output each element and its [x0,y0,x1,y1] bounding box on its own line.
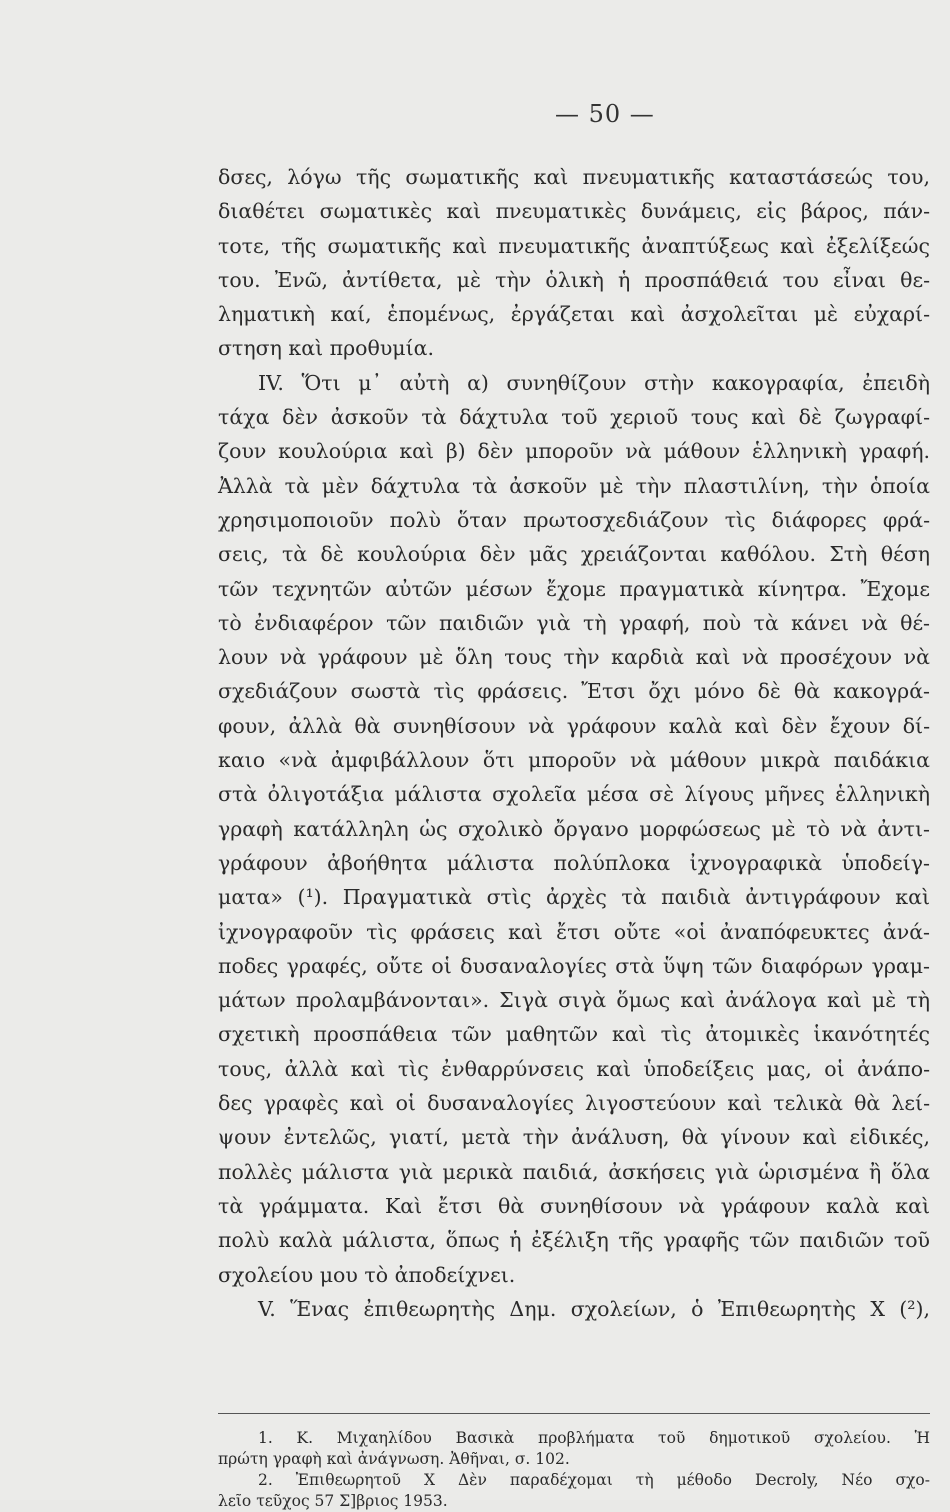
text-line: τῶν τεχνητῶν αὐτῶν μέσων ἔχομε πραγματικὰ κίνητρα. Ἔχομε [218,576,930,601]
text-line: στηση καὶ προθυμία. [218,336,435,361]
text-line: ψουν ἐντελῶς, γιατί, μετὰ τὴν ἀνάλυση, θὰ γίνουν καὶ εἰδικές, [218,1125,930,1150]
text-line: ἰχνογραφοῦν τὶς φράσεις καὶ ἔτσι οὔτε «οἱ ἀναπόφευκτες ἀνά- [218,919,930,944]
text-line: σχεδιάζουν σωστὰ τὶς φράσεις. Ἔτσι ὄχι μόνο δὲ θὰ κακογρά- [218,679,930,704]
text-line: πολλὲς μάλιστα γιὰ μερικὰ παιδιά, ἀσκήσεις γιὰ ὡρισμένα ἢ ὅλα [218,1159,930,1184]
text-line: τοτε, τῆς σωματικῆς καὶ πνευματικῆς ἀναπτύξεως καὶ ἐξελίξεώς [218,233,930,258]
text-line: πολὺ καλὰ μάλιστα, ὅπως ἡ ἐξέλιξη τῆς γραφῆς τῶν παιδιῶν τοῦ [218,1228,930,1253]
footnote-2: 2. Ἐπιθεωρητοῦ Χ Δὲν παραδέχομαι τὴ μέθοδο Decroly, Νέο σχο- [258,1471,930,1489]
footnote-2-cont: λεῖο τεῦχος 57 Σ]βριος 1953. [218,1492,448,1510]
text-line: του. Ἐνῶ, ἀντίθετα, μὲ τὴν ὁλικὴ ἡ προσπάθειά του εἶναι θε- [218,267,930,292]
text-line: ληματικὴ καί, ἑπομένως, ἐργάζεται καὶ ἀσχολεῖται μὲ εὐχαρί- [218,302,930,327]
text-line: σχολείου μου τὸ ἀποδείχνει. [218,1262,516,1287]
text-line: στὰ ὀλιγοτάξια μάλιστα σχολεῖα μέσα σὲ λίγους μῆνες ἑλληνικὴ [218,782,930,807]
text-line: γράφουν ἀβοήθητα μάλιστα πολύπλοκα ἰχνογραφικὰ ὑποδείγ- [218,850,930,875]
text-line: ζουν κουλούρια καὶ β) δὲν μποροῦν νὰ μάθουν ἑλληνικὴ γραφή. [218,439,930,464]
text-line: τὸ ἐνδιαφέρον τῶν παιδιῶν γιὰ τὴ γραφή, ποὺ τὰ κάνει νὰ θέ- [218,610,930,635]
text-line: καιο «νὰ ἀμφιβάλλουν ὅτι μποροῦν νὰ μάθουν μικρὰ παιδάκια [218,748,930,773]
footnote-1-cont: πρώτη γραφὴ καὶ ἀνάγνωση. Ἀθῆναι, σ. 102. [218,1450,570,1468]
text-line: διαθέτει σωματικὲς καὶ πνευματικὲς δυνάμεις, εἰς βάρος, πάν- [218,199,930,224]
footnote-1: 1. Κ. Μιχαηλίδου Βασικὰ προβλήματα τοῦ δημοτικοῦ σχολείου. Ἡ [258,1429,930,1447]
text-line: τάχα δὲν ἀσκοῦν τὰ δάχτυλα τοῦ χεριοῦ τους καὶ δὲ ζωγραφί- [218,405,930,430]
text-line: σχετικὴ προσπάθεια τῶν μαθητῶν καὶ τὶς ἀτομικὲς ἱκανότητές [218,1022,930,1047]
text-line: δσες, λόγω τῆς σωματικῆς καὶ πνευματικῆς καταστάσεώς του, [218,165,930,189]
text-line: σεις, τὰ δὲ κουλούρια δὲν μᾶς χρειάζονται καθόλου. Στὴ θέση [218,542,930,567]
text-line: χρησιμοποιοῦν πολὺ ὅταν πρωτοσχεδιάζουν τὶς διάφορες φρά- [218,507,930,532]
text-line: ποδες γραφές, οὔτε οἱ δυσαναλογίες στὰ ὕψη τῶν διαφόρων γραμ- [218,953,930,978]
footnotes [218,1428,930,1512]
paragraph-start-iv: IV. Ὅτι μ᾽ αὐτὴ α) συνηθίζουν στὴν κακογραφία, ἐπειδὴ [258,370,930,395]
text-line: ματα» (¹). Πραγματικὰ στὶς ἀρχὲς τὰ παιδιὰ ἀντιγράφουν καὶ [218,885,930,910]
page-number: — 50 — [555,100,655,128]
paragraph-start-v: V. Ἕνας ἐπιθεωρητὴς Δημ. σχολείων, ὁ Ἐπιθεωρητὴς Χ (²), [258,1296,930,1321]
text-line: λουν νὰ γράφουν μὲ ὅλη τους τὴν καρδιὰ καὶ νὰ προσέχουν νὰ [218,645,930,670]
footnote-divider [218,1413,930,1414]
text-line: Ἀλλὰ τὰ μὲν δάχτυλα τὰ ἀσκοῦν μὲ τὴν πλαστιλίνη, τὴν ὁποία [218,473,930,498]
text-line: δες γραφὲς καὶ οἱ δυσαναλογίες λιγοστεύουν καὶ τελικὰ θὰ λεί- [218,1091,930,1116]
text-line: γραφὴ κατάλληλη ὡς σχολικὸ ὄργανο μορφώσεως μὲ τὸ νὰ ἀντι- [218,816,930,841]
text-line: φουν, ἀλλὰ θὰ συνηθίσουν νὰ γράφουν καλὰ καὶ δὲν ἔχουν δί- [218,713,930,738]
text-line: τους, ἀλλὰ καὶ τὶς ἐνθαρρύνσεις καὶ ὑποδείξεις μας, οἱ ἀνάπο- [218,1056,930,1081]
text-line: τὰ γράμματα. Καὶ ἔτσι θὰ συνηθίσουν νὰ γράφουν καλὰ καὶ [218,1193,930,1218]
body-text [218,160,930,1326]
text-line: μάτων προλαμβάνονται». Σιγὰ σιγὰ ὅμως καὶ ἀνάλογα καὶ μὲ τὴ [218,988,930,1013]
